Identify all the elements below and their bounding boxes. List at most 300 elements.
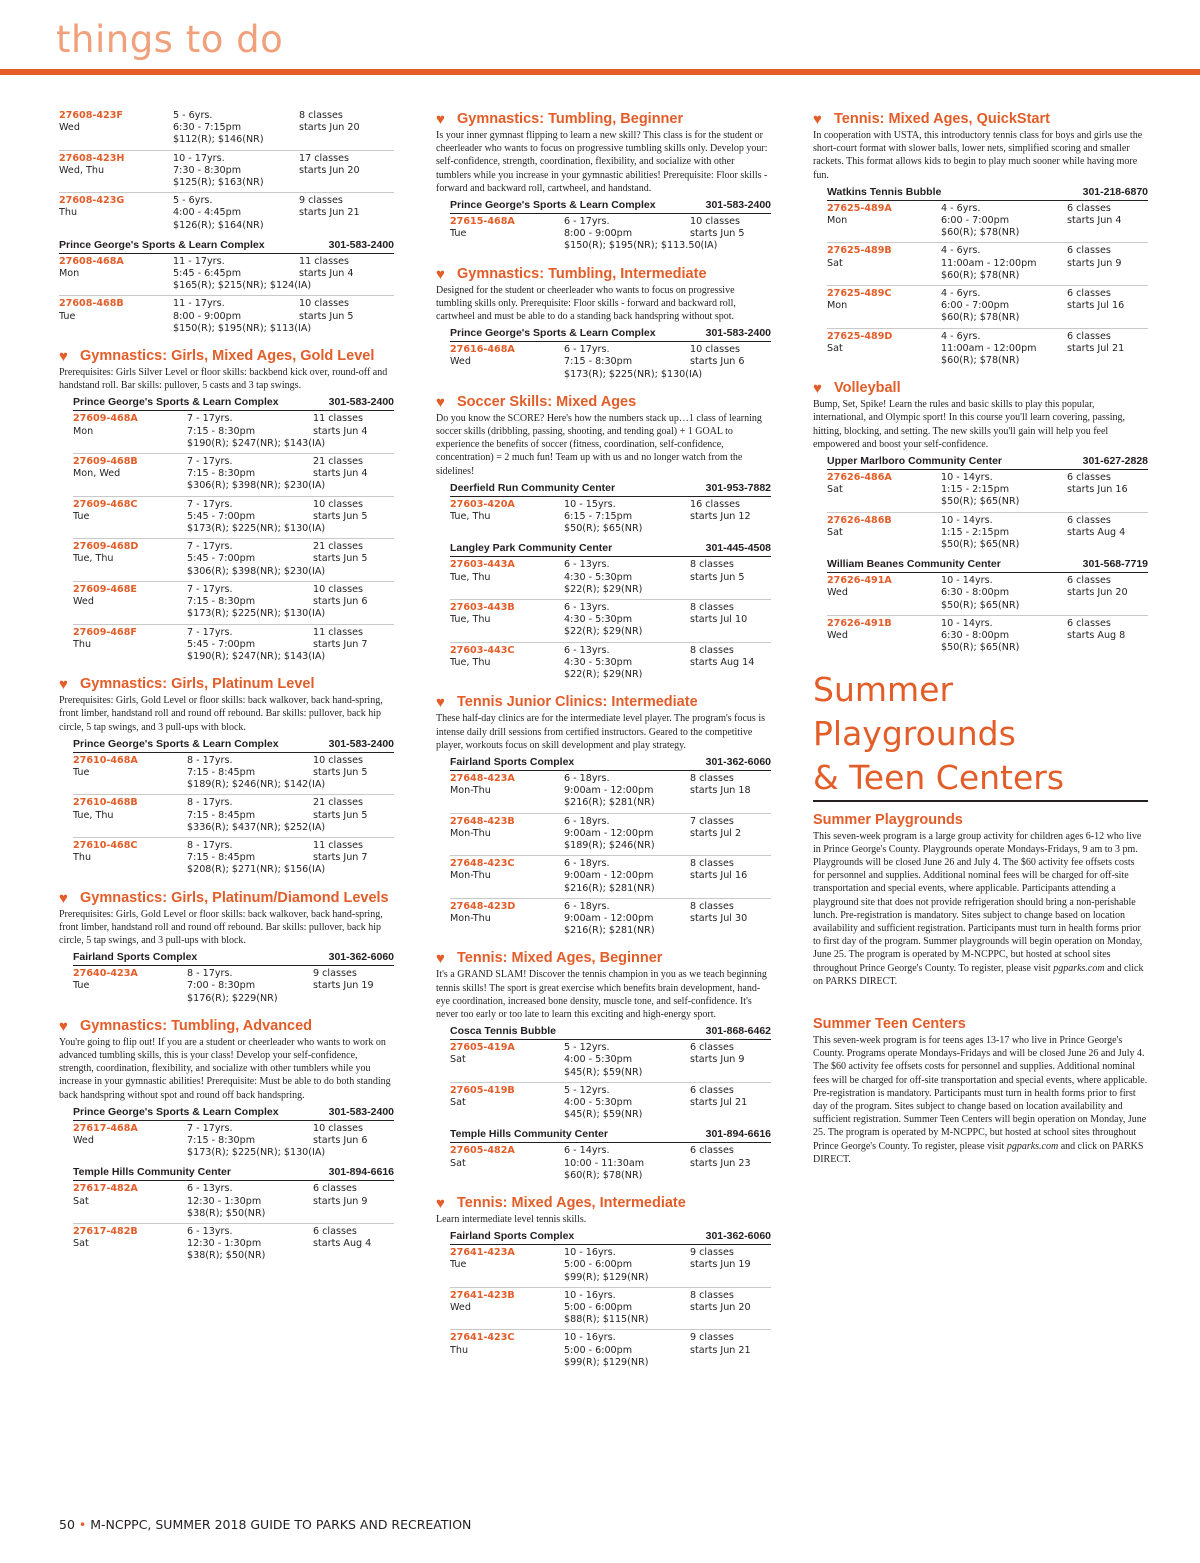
start-date: starts Aug 14 — [690, 656, 755, 668]
meeting-time: 11:00am - 12:00pm — [941, 342, 1037, 354]
course-code[interactable]: 27609-468B — [73, 456, 138, 468]
location-header — [73, 1105, 394, 1121]
meeting-days: Mon-Thu — [450, 785, 491, 797]
empty-cell — [73, 993, 187, 1005]
meeting-days: Tue, Thu — [73, 809, 114, 821]
class-row — [450, 771, 771, 814]
course-code[interactable]: 27603-443B — [450, 602, 515, 614]
class-listing — [59, 238, 394, 338]
location-name: Langley Park Community Center — [450, 542, 613, 555]
location-header — [450, 481, 771, 497]
course-code[interactable]: 27603-443C — [450, 644, 515, 656]
course-code[interactable]: 27626-486A — [827, 472, 892, 484]
start-date: starts Jun 9 — [1067, 257, 1122, 269]
start-date: starts Jun 21 — [299, 207, 360, 219]
age-range: 10 - 17yrs. — [173, 152, 225, 164]
meeting-time: 6:00 - 7:00pm — [941, 215, 1010, 227]
course-code[interactable]: 27648-423A — [450, 772, 515, 784]
teen-centers-title: Summer Teen Centers — [813, 1015, 966, 1032]
meeting-time: 12:30 - 1:30pm — [187, 1238, 262, 1250]
age-range: 10 - 14yrs. — [941, 617, 993, 629]
meeting-days: Sat — [450, 1157, 466, 1169]
page-number: 50 — [59, 1517, 75, 1532]
empty-cell — [450, 1170, 564, 1182]
start-date: starts Jul 16 — [690, 870, 748, 882]
location-phone: 301-568-7719 — [1082, 558, 1148, 571]
age-range: 8 - 17yrs. — [187, 839, 233, 851]
class-count: 17 classes — [299, 152, 349, 164]
class-count: 6 classes — [1067, 245, 1111, 257]
start-date: starts Jun 5 — [313, 553, 368, 565]
start-date: starts Jun 18 — [690, 785, 751, 797]
meeting-time: 1:15 - 2:15pm — [941, 526, 1010, 538]
program-title — [436, 394, 771, 411]
meeting-days: Wed — [827, 587, 848, 599]
meeting-time: 4:30 - 5:30pm — [564, 571, 633, 583]
age-range: 7 - 17yrs. — [187, 583, 233, 595]
class-count: 6 classes — [1067, 288, 1111, 300]
heart-icon: ♥ — [436, 694, 445, 712]
empty-cell — [73, 1147, 187, 1159]
empty-cell — [73, 1250, 187, 1262]
course-code[interactable]: 27625-489C — [827, 288, 892, 300]
course-code[interactable]: 27641-423A — [450, 1247, 515, 1259]
program-title — [436, 1195, 771, 1212]
meeting-time: 7:15 - 8:45pm — [187, 852, 256, 864]
fee: $190(R); $247(NR); $143(IA) — [187, 437, 326, 449]
location-header — [450, 1127, 771, 1143]
age-range: 8 - 17yrs. — [187, 754, 233, 766]
location-name: Upper Marlboro Community Center — [827, 455, 1003, 468]
meeting-days: Mon — [73, 425, 94, 437]
class-row — [827, 513, 1148, 555]
empty-cell — [73, 480, 187, 492]
location-name: Prince George's Sports & Learn Complex — [73, 1105, 279, 1118]
empty-cell — [59, 134, 173, 146]
fee: $216(R); $281(NR) — [564, 882, 655, 894]
fee: $126(R); $164(NR) — [173, 219, 264, 231]
empty-cell — [450, 523, 564, 535]
start-date: starts Jun 20 — [299, 122, 360, 134]
course-code[interactable]: 27609-468E — [73, 583, 137, 595]
class-count: 8 classes — [690, 644, 734, 656]
class-listing — [450, 1229, 771, 1372]
meeting-time: 5:45 - 7:00pm — [187, 638, 256, 650]
fee: $189(R); $246(NR) — [564, 839, 655, 851]
class-row — [73, 625, 394, 667]
class-row — [73, 795, 394, 838]
program-description: Prerequisites: Girls, Gold Level or floor skills: back walkover, back hand-spring, front limber, handstand roll and round off rebound. Bar skills: pullover, back hip circle, 5 tap swings, and 3 pull-ups with block. — [59, 908, 383, 946]
start-date: starts Jun 9 — [690, 1054, 745, 1066]
program-title — [436, 694, 771, 711]
age-range: 6 - 13yrs. — [564, 644, 610, 656]
start-date: starts Jul 21 — [690, 1096, 748, 1108]
program-section — [436, 1195, 771, 1372]
location-phone: 301-583-2400 — [328, 238, 394, 251]
course-code[interactable]: 27648-423B — [450, 815, 515, 827]
meeting-days: Tue — [73, 510, 90, 522]
meeting-days: Sat — [73, 1195, 89, 1207]
program-title-text: Soccer Skills: Mixed Ages — [457, 393, 637, 410]
start-date: starts Jun 5 — [313, 766, 368, 778]
class-count: 7 classes — [690, 815, 734, 827]
location-name: Fairland Sports Complex — [450, 1230, 575, 1243]
course-code[interactable]: 27605-419A — [450, 1042, 515, 1054]
meeting-days: Wed — [827, 630, 848, 642]
course-code[interactable]: 27609-468D — [73, 541, 139, 553]
empty-cell — [450, 1314, 564, 1326]
age-range: 6 - 18yrs. — [564, 815, 610, 827]
course-code[interactable]: 27603-420A — [450, 498, 515, 510]
program-title-text: Tennis: Mixed Ages, Beginner — [457, 950, 663, 967]
meeting-days: Tue — [450, 1259, 467, 1271]
course-code[interactable]: 27648-423C — [450, 858, 515, 870]
class-count: 6 classes — [313, 1183, 357, 1195]
program-section — [436, 694, 771, 940]
start-date: starts Jun 19 — [690, 1259, 751, 1271]
class-row — [450, 557, 771, 600]
age-range: 4 - 6yrs. — [941, 288, 981, 300]
meeting-time: 5:45 - 7:00pm — [187, 510, 256, 522]
heart-icon: ♥ — [813, 111, 822, 128]
class-listing — [827, 454, 1148, 554]
meeting-days: Wed — [73, 596, 94, 608]
heart-icon: ♥ — [436, 265, 445, 283]
spacer — [813, 990, 1148, 1016]
course-code[interactable]: 27625-489D — [827, 330, 893, 342]
class-count: 10 classes — [690, 344, 740, 356]
location-phone: 301-583-2400 — [705, 327, 771, 340]
class-listing — [827, 185, 1148, 370]
fee: $150(R); $195(NR); $113(IA) — [173, 322, 312, 334]
age-range: 8 - 17yrs. — [187, 797, 233, 809]
class-count: 10 classes — [313, 1122, 363, 1134]
meeting-days: Thu — [450, 1344, 469, 1356]
program-title-text: Volleyball — [834, 380, 901, 397]
feature-title-line2: & Teen Centers — [813, 756, 1148, 802]
class-row — [73, 497, 394, 540]
age-range: 6 - 18yrs. — [564, 772, 610, 784]
location-header — [450, 541, 771, 557]
meeting-days: Tue — [450, 228, 467, 240]
empty-cell — [827, 270, 941, 282]
course-code[interactable]: 27610-468A — [73, 754, 138, 766]
course-code[interactable]: 27626-491A — [827, 575, 892, 587]
location-phone: 301-627-2828 — [1082, 455, 1148, 468]
course-code[interactable]: 27626-486B — [827, 514, 892, 526]
fee: $173(R); $225(NR); $130(IA) — [187, 1147, 326, 1159]
meeting-time: 7:15 - 8:30pm — [187, 1134, 256, 1146]
age-range: 10 - 16yrs. — [564, 1289, 616, 1301]
empty-cell — [73, 822, 187, 834]
location-name: Prince George's Sports & Learn Complex — [59, 238, 265, 251]
age-range: 6 - 13yrs. — [187, 1183, 233, 1195]
age-range: 10 - 14yrs. — [941, 472, 993, 484]
empty-cell — [450, 240, 564, 252]
heart-icon: ♥ — [436, 950, 445, 968]
age-range: 4 - 6yrs. — [941, 202, 981, 214]
column-2 — [436, 108, 771, 1382]
start-date: starts Jun 5 — [299, 310, 354, 322]
meeting-time: 6:30 - 8:00pm — [941, 630, 1010, 642]
pgparks-link[interactable]: pgparks.com — [1053, 962, 1105, 974]
fee: $208(R); $271(NR); $156(IA) — [187, 864, 326, 876]
location-phone: 301-583-2400 — [328, 396, 394, 409]
empty-cell — [450, 1357, 564, 1369]
class-listing — [73, 395, 394, 666]
class-count: 11 classes — [313, 413, 363, 425]
course-code[interactable]: 27617-468A — [73, 1122, 138, 1134]
program-description: Prerequisites: Girls Silver Level or floor skills: backbend kick over, round-off and handstand roll. Bar skills: pullover, 5 casts and 3 tap swings. — [59, 367, 388, 392]
feature-title — [813, 668, 1148, 802]
fee: $216(R); $281(NR) — [564, 925, 655, 937]
location-phone: 301-583-2400 — [328, 737, 394, 750]
location-phone: 301-362-6060 — [705, 755, 771, 768]
course-code[interactable]: 27608-468A — [59, 255, 124, 267]
class-count: 8 classes — [690, 858, 734, 870]
course-code[interactable]: 27640-423A — [73, 968, 138, 980]
location-header — [827, 454, 1148, 470]
meeting-days: Wed — [450, 1302, 471, 1313]
column-1 — [59, 108, 394, 1276]
class-listing — [59, 108, 394, 235]
course-code[interactable]: 27616-468A — [450, 344, 515, 356]
start-date: starts Jun 20 — [1067, 587, 1128, 599]
location-header — [450, 1024, 771, 1040]
class-row — [59, 108, 394, 151]
location-phone: 301-583-2400 — [328, 1105, 394, 1118]
course-code[interactable]: 27648-423D — [450, 900, 516, 912]
meeting-time: 7:15 - 8:30pm — [187, 596, 256, 608]
age-range: 10 - 16yrs. — [564, 1332, 616, 1344]
class-count: 8 classes — [690, 772, 734, 784]
program-section — [436, 266, 771, 384]
empty-cell — [59, 220, 173, 232]
age-range: 6 - 17yrs. — [564, 216, 610, 228]
program-description: Is your inner gymnast flipping to learn a new skill? This class is for the student or cheerleader who wants to focus on progressive tumbling skills only. Develop your: self-confidence, strength, coordination, flexibility, and socialize with other tumblers while you increase in your gymnastic abilities! Prerequisite: Floor skills - forward and backward roll, cartwheel, and handstand. — [436, 130, 768, 194]
class-count: 8 classes — [690, 559, 734, 571]
meeting-days: Sat — [827, 526, 843, 538]
fee: $50(R); $65(NR) — [564, 523, 643, 535]
program-title — [59, 348, 394, 365]
meeting-time: 7:15 - 8:30pm — [187, 468, 256, 480]
program-section — [436, 950, 771, 1185]
program-description: Learn intermediate level tennis skills. — [436, 1213, 587, 1225]
class-listing — [73, 1105, 394, 1163]
class-row — [450, 214, 771, 256]
class-row — [450, 1245, 771, 1288]
location-name: Prince George's Sports & Learn Complex — [73, 737, 279, 750]
program-section — [59, 890, 394, 1008]
class-row — [59, 151, 394, 194]
program-description: Do you know the SCORE? Here's how the numbers stack up…1 class of learning soccer skills (dribbling, passing, shooting, and tending goal) + 1 GOAL to experience the benefits of soccer (fitness, coordination, self-confidence, concentration) = 2 much fun! Team up with us and no longer watch from the sidelines! — [436, 412, 762, 477]
program-title — [436, 266, 771, 283]
start-date: starts Jun 7 — [313, 852, 368, 864]
heart-icon: ♥ — [59, 889, 68, 907]
age-range: 7 - 17yrs. — [187, 413, 233, 425]
class-row — [73, 1121, 394, 1163]
class-row — [450, 1288, 771, 1331]
age-range: 4 - 6yrs. — [941, 330, 981, 342]
summer-feature — [813, 668, 1148, 1166]
course-code[interactable]: 27625-489A — [827, 202, 892, 214]
course-code[interactable]: 27617-482A — [73, 1183, 138, 1195]
start-date: starts Jun 9 — [313, 1195, 368, 1207]
age-range: 10 - 15yrs. — [564, 498, 616, 510]
meeting-time: 4:00 - 4:45pm — [173, 207, 242, 219]
meeting-time: 5:00 - 6:00pm — [564, 1302, 633, 1313]
start-date: starts Jun 4 — [313, 425, 368, 437]
class-row — [450, 342, 771, 384]
course-code[interactable]: 27609-468A — [73, 413, 138, 425]
class-count: 6 classes — [690, 1145, 734, 1157]
fee: $150(R); $195(NR); $113.50(IA) — [564, 240, 718, 252]
location-name: Prince George's Sports & Learn Complex — [450, 199, 656, 212]
pgparks-link[interactable]: pgparks.com — [1006, 1140, 1059, 1152]
class-count: 6 classes — [1067, 202, 1111, 214]
class-count: 6 classes — [1067, 514, 1111, 526]
start-date: starts Jun 4 — [313, 468, 368, 480]
class-row — [73, 1181, 394, 1224]
class-count: 10 classes — [313, 754, 363, 766]
empty-cell — [450, 1272, 564, 1284]
location-name: Prince George's Sports & Learn Complex — [450, 327, 656, 340]
class-count: 8 classes — [690, 602, 734, 614]
start-date: starts Jun 6 — [313, 596, 368, 608]
class-row — [73, 753, 394, 796]
class-count: 21 classes — [313, 541, 363, 553]
meeting-time: 4:30 - 5:30pm — [564, 656, 633, 668]
empty-cell — [827, 539, 941, 551]
meeting-time: 7:30 - 8:30pm — [173, 164, 242, 176]
program-section — [59, 108, 394, 338]
course-code[interactable]: 27610-468C — [73, 839, 138, 851]
course-code[interactable]: 27625-489B — [827, 245, 892, 257]
class-listing — [73, 737, 394, 880]
meeting-time: 7:15 - 8:45pm — [187, 809, 256, 821]
course-code[interactable]: 27609-468F — [73, 626, 137, 638]
class-row — [73, 411, 394, 454]
empty-cell — [827, 312, 941, 324]
class-count: 6 classes — [690, 1084, 734, 1096]
program-title — [59, 1018, 394, 1035]
meeting-days: Sat — [450, 1096, 466, 1108]
footer-bullet: • — [78, 1517, 87, 1532]
fee: $173(R); $225(NR); $130(IA) — [187, 523, 326, 535]
age-range: 6 - 13yrs. — [187, 1226, 233, 1237]
course-code[interactable]: 27603-443A — [450, 559, 515, 571]
course-code[interactable]: 27605-419B — [450, 1084, 515, 1096]
fee: $60(R); $78(NR) — [941, 227, 1020, 239]
fee: $60(R); $78(NR) — [941, 312, 1020, 324]
course-code[interactable]: 27626-491B — [827, 617, 892, 629]
course-code[interactable]: 27641-423B — [450, 1289, 515, 1301]
empty-cell — [827, 642, 941, 654]
meeting-days: Thu — [59, 207, 78, 219]
class-count: 11 classes — [299, 255, 349, 267]
course-code[interactable]: 27609-468C — [73, 498, 138, 510]
course-code[interactable]: 27608-423H — [59, 152, 125, 164]
location-header — [450, 1229, 771, 1245]
location-header — [827, 557, 1148, 573]
program-title-text: Gymnastics: Girls, Mixed Ages, Gold Level — [80, 348, 375, 365]
location-phone: 301-362-6060 — [705, 1230, 771, 1243]
start-date: starts Jun 19 — [313, 980, 374, 992]
class-row — [827, 329, 1148, 371]
course-code[interactable]: 27608-468B — [59, 298, 124, 310]
class-row — [827, 243, 1148, 286]
column-3-sections — [813, 111, 1148, 658]
class-count: 10 classes — [313, 583, 363, 595]
age-range: 5 - 6yrs. — [173, 110, 213, 121]
course-code[interactable]: 27641-423C — [450, 1332, 515, 1344]
age-range: 11 - 17yrs. — [173, 255, 225, 267]
class-row — [450, 856, 771, 899]
program-title-text: Tennis: Mixed Ages, QuickStart — [834, 111, 1050, 127]
program-title-text: Gymnastics: Tumbling, Beginner — [457, 111, 684, 127]
course-code[interactable]: 27608-423G — [59, 195, 125, 207]
age-range: 5 - 12yrs. — [564, 1084, 610, 1096]
empty-cell — [827, 600, 941, 612]
location-name: Temple Hills Community Center — [73, 1166, 231, 1179]
class-row — [450, 600, 771, 643]
class-count: 6 classes — [690, 1042, 734, 1054]
class-count: 8 classes — [299, 110, 343, 121]
fee: $112(R); $146(NR) — [173, 134, 264, 146]
class-listing — [73, 1165, 394, 1265]
empty-cell — [450, 840, 564, 852]
meeting-days: Tue — [73, 980, 90, 992]
page-section-title: things to do — [56, 18, 284, 61]
program-description: These half-day clinics are for the intermediate level player. The program's focus is intense daily drill sessions from certified instructors. Geared to the competitive player, workouts focus on skill development and play strategy. — [436, 713, 765, 751]
class-listing — [73, 950, 394, 1008]
start-date: starts Jun 4 — [1067, 215, 1122, 227]
empty-cell — [450, 1067, 564, 1079]
meeting-days: Tue — [59, 310, 76, 322]
empty-cell — [450, 925, 564, 937]
fee: $60(R); $78(NR) — [941, 269, 1020, 281]
fee: $45(R); $59(NR) — [564, 1109, 643, 1121]
program-section — [59, 1018, 394, 1266]
empty-cell — [59, 280, 173, 292]
meeting-time: 6:15 - 7:15pm — [564, 511, 633, 523]
class-count: 8 classes — [690, 1289, 734, 1301]
course-code[interactable]: 27610-468B — [73, 797, 138, 809]
heart-icon: ♥ — [436, 393, 445, 411]
fee: $60(R); $78(NR) — [941, 355, 1020, 367]
program-description: You're going to flip out! If you are a student or cheerleader who wants to work on advanced tumbling skills, this is your class! Develop your self-confidence, strength, coordination, flexibility, and socialize with other tumblers while you increase in your gymnastic abilities! Prerequisite: Must be able to do both standing back handspring without spot and round off back handspring. — [59, 1036, 391, 1101]
meeting-time: 7:15 - 8:30pm — [187, 425, 256, 437]
fee: $45(R); $59(NR) — [564, 1066, 643, 1078]
class-count: 6 classes — [1067, 472, 1111, 484]
class-row — [73, 539, 394, 582]
course-code[interactable]: 27605-482A — [450, 1145, 515, 1157]
age-range: 10 - 14yrs. — [941, 514, 993, 526]
start-date: starts Jun 6 — [313, 1134, 368, 1146]
fee: $50(R); $65(NR) — [941, 642, 1020, 654]
course-code[interactable]: 27608-423F — [59, 110, 123, 121]
location-name: Watkins Tennis Bubble — [827, 185, 942, 198]
start-date: starts Aug 4 — [1067, 526, 1126, 538]
meeting-days: Sat — [827, 484, 843, 496]
class-count: 9 classes — [690, 1247, 734, 1259]
empty-cell — [73, 779, 187, 791]
start-date: starts Aug 8 — [1067, 630, 1126, 642]
program-title-text: Gymnastics: Girls, Platinum Level — [80, 676, 315, 693]
program-section — [436, 394, 771, 684]
course-code[interactable]: 27617-482B — [73, 1226, 138, 1237]
course-code[interactable]: 27615-468A — [450, 216, 515, 228]
